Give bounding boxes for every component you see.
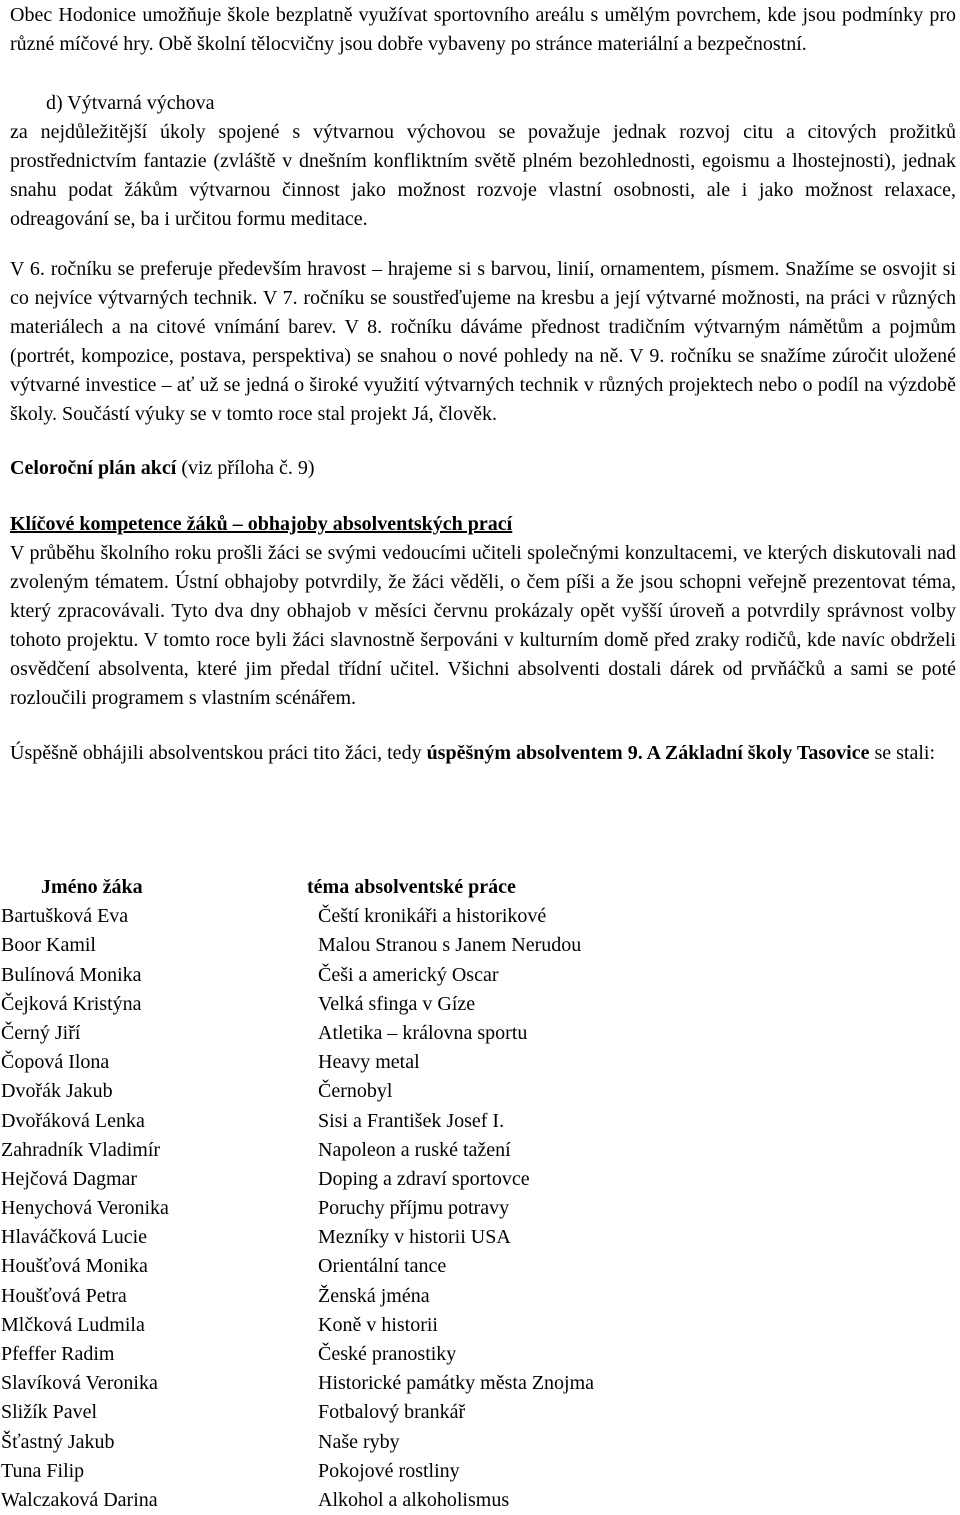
student-name: Slavíková Veronika: [1, 1372, 158, 1395]
table-row: [0, 1077, 960, 1106]
competence-heading: Klíčové kompetence žáků – obhajoby absolventských prací: [10, 513, 513, 535]
student-name: Houšťová Petra: [1, 1284, 127, 1307]
student-name: Sližík Pavel: [1, 1401, 98, 1424]
table-row: [0, 1194, 960, 1223]
table-row: [0, 1340, 960, 1369]
student-name: Šťastný Jakub: [1, 1430, 115, 1453]
table-row: [0, 1048, 960, 1077]
thesis-topic: Velká sfinga v Gíze: [318, 992, 476, 1015]
table-row: [0, 1486, 960, 1515]
student-name: Hlaváčková Lucie: [1, 1226, 148, 1249]
competence-paragraph-2: Úspěšně obhájili absolventskou práci tito žáci, tedy úspěšným absolventem 9. A Základní školy Tasovice se stali:: [10, 742, 935, 764]
intro-paragraph: Obec Hodonice umožňuje škole bezplatně využívat sportovního areálu s umělým povrchem, kde jsou podmínky pro různé míčové hry. Obě školní tělocvičny jsou dobře vybaveny po stránce materiální a bezpečnostní.: [10, 4, 956, 55]
table-row: [0, 1165, 960, 1194]
table-row: [0, 1019, 960, 1048]
plan-title: Celoroční plán akcí: [10, 457, 177, 479]
art-heading: d) Výtvarná výchova: [46, 92, 215, 114]
art-paragraph-2: V 6. ročníku se preferuje především hravost – hrajeme si s barvou, linií, ornamentem, písmem. Snažíme se osvojit si co nejvíce výtvarných technik. V 7. ročníku se soustřeďujeme na kresbu a její výtvarné možnosti, na práci v různých materiálech a na citové vnímání barev. V 8. ročníku dáváme přednost tradičním výtvarným námětům a pojmům (portrét, kompozice, postava, perspektiva) se snahou o nové pohledy na ně. V 9. ročníku se snažíme zúročit uložené výtvarné investice – ať už se jedná o široké využití výtvarných technik v různých projektech nebo o podíl na výzdobě školy. Součástí výuky se v tomto roce stal projekt Já, člověk.: [10, 258, 956, 425]
thesis-topic: Heavy metal: [318, 1051, 420, 1074]
document-page: [10, 0, 956, 768]
thesis-topic: Napoleon a ruské tažení: [318, 1138, 511, 1161]
art-paragraph-1: za nejdůležitější úkoly spojené s výtvarnou výchovou se považuje jednak rozvoj citu a citových prožitků prostřednictvím fantazie (zvláště v dnešním konfliktním světě plném bezohlednosti, egoismu a lhostejnosti), jednak snahu podat žákům výtvarnou činnost jako možnost rozvoje vlastní osobnosti, ale i jako možnost relaxace, odreagování se, ba i určitou formu meditace.: [10, 121, 956, 230]
table-body: [0, 902, 960, 1515]
table-row: [0, 1311, 960, 1340]
student-name: Tuna Filip: [1, 1459, 85, 1482]
table-row: [0, 1282, 960, 1311]
graduates-table: [0, 873, 960, 1515]
thesis-topic: Naše ryby: [318, 1430, 400, 1453]
table-row: [0, 1428, 960, 1457]
plan-line: [10, 454, 956, 483]
table-row: [0, 1252, 960, 1281]
table-row: [0, 1398, 960, 1427]
student-name: Pfeffer Radim: [1, 1343, 115, 1365]
student-name: Henychová Veronika: [1, 1197, 169, 1220]
table-header-row: [0, 873, 960, 902]
table-row: [0, 1107, 960, 1136]
thesis-topic: Pokojové rostliny: [318, 1459, 460, 1482]
column-header-name: Jméno žáka: [41, 876, 143, 898]
thesis-topic: Mezníky v historii USA: [318, 1226, 511, 1249]
student-name: Zahradník Vladimír: [1, 1138, 161, 1161]
plan-note: (viz příloha č. 9): [176, 457, 315, 479]
table-row: [0, 1369, 960, 1398]
thesis-topic: Fotbalový brankář: [318, 1401, 466, 1424]
student-name: Hejčová Dagmar: [1, 1167, 138, 1190]
student-name: Boor Kamil: [1, 934, 96, 957]
student-name: Černý Jiří: [1, 1021, 81, 1044]
thesis-topic: Doping a zdraví sportovce: [318, 1167, 530, 1190]
competence-paragraph-1: V průběhu školního roku prošli žáci se svými vedoucími učiteli společnými konzultacemi, ve kterých diskutovali nad zvoleným tématem. Ústní obhajoby potvrdily, že žáci věděli, o čem píši a že jsou schopni veřejně prezentovat téma, který zpracovávali. Tyto dva dny obhajob v měsíci červnu prokázaly opět vyšší úroveň a potvrdily správnost volby tohoto projektu. V tomto roce byli žáci slavnostně šerpováni v kulturním domě před zraky rodičů, kde navíc obdrželi osvědčení absolventa, které jim předal třídní učitel. Všichni absolventi dostali dárek od prvňáčků a sami se poté rozloučili programem s vlastním scénářem.: [10, 542, 956, 709]
table-row: [0, 990, 960, 1019]
thesis-topic: České pranostiky: [318, 1343, 457, 1365]
table-row: [0, 1457, 960, 1486]
table-row: [0, 931, 960, 960]
thesis-topic: Sisi a František Josef I.: [318, 1109, 505, 1132]
student-name: Houšťová Monika: [1, 1255, 148, 1278]
column-header-topic: téma absolventské práce: [307, 876, 516, 898]
student-name: Bartušková Eva: [1, 905, 129, 928]
thesis-topic: Orientální tance: [318, 1255, 447, 1278]
student-name: Mlčková Ludmila: [1, 1313, 145, 1336]
table-row: [0, 1136, 960, 1165]
thesis-topic: Češi a americký Oscar: [318, 963, 499, 986]
thesis-topic: Čeští kronikáři a historikové: [318, 905, 547, 928]
student-name: Čopová Ilona: [1, 1051, 110, 1074]
student-name: Walczaková Darina: [1, 1488, 158, 1511]
student-name: Dvořák Jakub: [1, 1080, 113, 1103]
student-name: Čejková Kristýna: [1, 992, 142, 1015]
student-name: Bulínová Monika: [1, 963, 142, 986]
thesis-topic: Atletika – královna sportu: [318, 1021, 528, 1044]
thesis-topic: Malou Stranou s Janem Nerudou: [318, 934, 582, 957]
thesis-topic: Ženská jména: [318, 1284, 430, 1307]
table-row: [0, 961, 960, 990]
table-row: [0, 1223, 960, 1252]
table-row: [0, 902, 960, 931]
thesis-topic: Koně v historii: [318, 1313, 438, 1336]
thesis-topic: Poruchy příjmu potravy: [318, 1197, 510, 1220]
graduates-emphasis: úspěšným absolventem 9. A Základní školy Tasovice: [426, 742, 870, 764]
thesis-topic: Alkohol a alkoholismus: [318, 1488, 510, 1511]
student-name: Dvořáková Lenka: [1, 1109, 145, 1132]
thesis-topic: Černobyl: [318, 1080, 393, 1103]
thesis-topic: Historické památky města Znojma: [318, 1372, 595, 1395]
